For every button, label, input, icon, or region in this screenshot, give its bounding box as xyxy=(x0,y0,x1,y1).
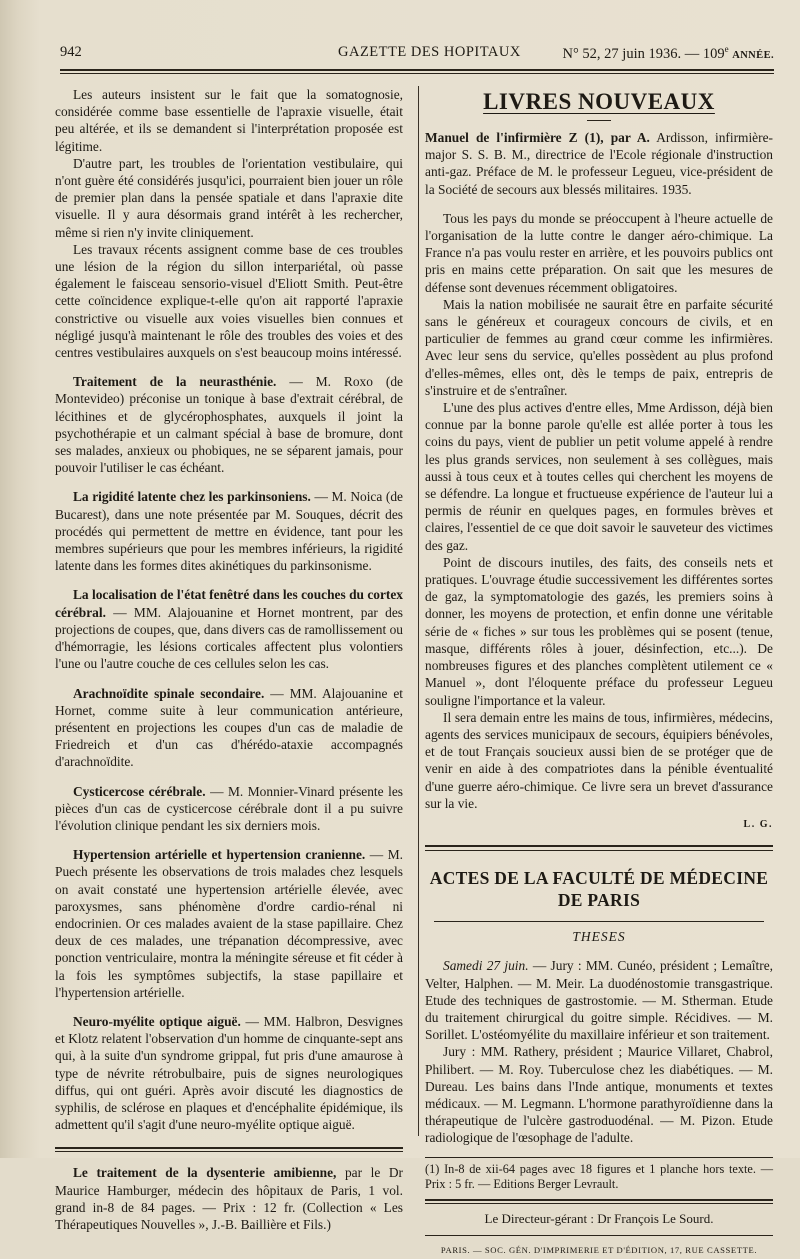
section-rule xyxy=(425,845,773,851)
section-rule xyxy=(55,1147,403,1152)
section-heading-actes: ACTES DE LA FACULTÉ DE MÉDECINE DE PARIS xyxy=(429,868,769,911)
director-line: Le Directeur-gérant : Dr François Le Sourd. xyxy=(484,1210,714,1226)
paragraph: Il sera demain entre les mains de tous, infirmières, médecins, agents des services municipaux de secours, équipiers bénévoles, et de tout Français soucieux aussi bien de se protéger que de venir en aide à des compatriotes dans la pénible éventualité d'une guerre aéro-chimique. Ce livre sera un brevet d'assurance sur la vie. xyxy=(425,709,773,811)
footnote: (1) In-8 de xii-64 pages avec 18 figures et 1 planche hors texte. — Prix : 5 fr. — Editions Berger Levrault. xyxy=(425,1161,773,1192)
header-rule xyxy=(60,69,774,71)
article-neurasthenie: Traitement de la neurasthénie. — M. Roxo (de Montevideo) préconise un tonique à base d'extrait cérébral, de lécithines et de glycérophosphates, auxquels il joint la psychothérapie et un calmant spécial à base de bromure, dont ses malades, anxieux ou phobiques, ne se séparent jamais, pour pouvoir l'utiliser le cas échéant. xyxy=(55,374,403,476)
paragraph: Mais la nation mobilisée ne saurait être en parfaite sécurité sans le généreux et courageux concours de civils, et en particulier de femmes au grand cœur comme les infirmières. Avec leur sens du service, qu'elles possèdent au plus profond d'elles-mêmes, elles ont, dès le temps de paix, entrepris de s'instruire et de s'entraîner. xyxy=(425,296,773,398)
paragraph: Les auteurs insistent sur le fait que la somatognosie, considérée comme base essentielle de l'apraxie visuelle, était peu altérée, et ils se demandent si l'interprétation proposée est légitime. xyxy=(55,87,403,154)
paragraph: L'une des plus actives d'entre elles, Mme Ardisson, déjà bien connue par la bonne parole qu'elle est allée porter à tous les coins du pays, vient de publier un petit volume appelé à rendre les plus grands services, non seulement à ses collègues, mais aussi à tous ceux et à toutes celles qui cherchent les moyens de se défendre. La longue et fructueuse expérience de l'auteur lui a permis de réunir en quelques pages, en formules brèves et claires, l'essentiel de ce que doit savoir le sauveteur des victimes des gaz. xyxy=(425,400,773,553)
section-heading-livres: LIVRES NOUVEAUX xyxy=(483,89,715,114)
theses-list-1: Samedi 27 juin. — Jury : MM. Cunéo, président ; Lemaître, Velter, Halphen. — M. Meir. La duodénostomie transgastrique. Etude des techniques de gastrostomie. — M. Stherman. Etude du traitement chirurgical du goitre simple. Récidives. — M. Sorillet. L'ostéomyélite du maxillaire inférieur et son traitement. xyxy=(425,958,774,1043)
heading-rule xyxy=(587,120,611,121)
article-localisation: La localisation de l'état fenêtré dans les couches du cortex cérébral. — MM. Alajouanine et Hornet montrent, par des projections de coupes, que, dans divers cas de ramollissement ou d'hémorragie, les lésions corticales affectent plus volontiers l'une ou l'autre couche de ces cellules selon les cas. xyxy=(55,587,403,672)
theses-list-2: Jury : MM. Rathery, président ; Maurice Villaret, Chabrol, Philibert. — M. Roy. Tuberculose chez les diabétiques. — M. Dureau. Les bains dans l'Inde antique, monuments et textes médicaux. — M. Legmann. L'hormone parathyroïdienne dans la thérapeutique de l'ulcère gastroduodénal. — M. Pizon. Etude radiologique de l'œsophage de l'adulte. xyxy=(425,1044,773,1146)
paragraph: D'autre part, les troubles de l'orientation vestibulaire, qui n'ont guère été considérés jusqu'ici, pourraient bien jouer un rôle de premier plan dans la pensée spatiale et dans l'apraxie dite visuelle. Il y aura désormais grand intérêt à les rechercher, même si rien n'y invite cliniquement. xyxy=(55,155,403,240)
article-arachnoidite: Arachnoïdite spinale secondaire. — MM. Alajouanine et Hornet, comme suite à leur communication antérieure, présentent en projections les coupes d'un cas de maladie de Friedreich et d'un cas d'hérédo-ataxie accompagnés d'arachnoïdite. xyxy=(55,685,404,770)
page-number: 942 xyxy=(60,44,82,60)
journal-title: GAZETTE DES HOPITAUX xyxy=(338,44,521,60)
paragraph: Les travaux récents assignent comme base de ces troubles une lésion de la région du sillon interpariétal, où passe également le faisceau sensorio-visuel d'Eliott Smith. Peut-être cette coïncidence explique-t-elle qu'on ait rapporté l'apraxie constrictive ou visuelle aux voies visuelles bien connues et négligé jusqu'à maintenant le rôle des troubles des voies et des centres vestibulaires auxquels on s'est beaucoup moins intéressé. xyxy=(55,241,403,361)
right-column xyxy=(425,86,773,1259)
column-divider xyxy=(418,86,419,1136)
issue-info: N° 52, 27 juin 1936. — 109e ANNÉE. xyxy=(562,44,774,62)
review-signature: L. G. xyxy=(743,818,773,830)
printer-imprint: PARIS. — SOC. GÉN. D'IMPRIMERIE ET D'ÉDITION, 17, RUE CASSETTE. xyxy=(440,1244,758,1255)
heading-rule xyxy=(434,921,764,922)
footnote-rule xyxy=(425,1157,773,1158)
article-hypertension: Hypertension artérielle et hypertension cranienne. — M. Puech présente les observations de trois malades chez lesquels on avait constaté une hypertension artérielle élevée, avec paroxysmes, sans phénomène d'ordre cardio-rénal ni endocrinien. Or ces malades avaient de la stase papillaire. Chez deux de ces malades, une trépanation décompressive, avec ponction ventriculaire, montra la méningite séreuse et fit céder à la fois les symptômes subjectifs, la stase papillaire et l'hypertension artérielle. xyxy=(55,847,403,1000)
footer-rule xyxy=(425,1199,773,1204)
paragraph: Tous les pays du monde se préoccupent à l'heure actuelle de l'organisation de la lutte contre le danger aéro-chimique. La France n'a pas voulu rester en arrière, et les pouvoirs publics ont pris en mains cette préparation. On sait que les mesures de défense sont devenues récemment obligatoires. xyxy=(425,210,773,295)
book-notice-dysenterie: Le traitement de la dysenterie amibienne, par le Dr Maurice Hamburger, médecin des hôpitaux de Paris, 1 vol. grand in-8 de 84 pages. — Prix : 12 fr. (Collection « Les Thérapeutiques Nouvelles », J.-B. Baillière et Fils.) xyxy=(55,1165,403,1232)
paragraph: Point de discours inutiles, des faits, des conseils nets et pratiques. L'ouvrage étudie successivement les différentes sortes de gaz, la symptomatologie des gazés, les premiers soins à donner, les moyens de protection, et enfin donne une véritable série de « fiches » sur tous les problèmes qui se posent (tenue, masque, différents rôles à jouer, désinfection, etc...). De nombreuses figures et des planches complètent utilement ce « Manuel », dont l'éloquente préface du professeur Legueu souligne l'importance et la valeur. xyxy=(425,554,773,708)
article-neuro-myelite: Neuro-myélite optique aiguë. — MM. Halbron, Desvignes et Klotz relatent l'observation d'un homme de cinquante-sept ans qui, à la suite d'un syndrome grippal, fut pris d'une amaurose à type de névrite rétrobulbaire, puis de signes neurologiques diffus, qui ont guéri. Après avoir discuté les diagnostics de syphilis, de sclérose en plaques et d'encéphalite épidémique, ils admettent qu'il s'agit d'une neuro-myélite optique aiguë. xyxy=(55,1013,403,1133)
header-rule-thin xyxy=(60,73,774,74)
left-column xyxy=(55,86,403,1233)
footer-rule-thin xyxy=(425,1235,773,1236)
book-title-manuel: Manuel de l'infirmière Z (1), par A. Ardisson, infirmière-major S. S. B. M., directrice de l'Ecole régionale d'instruction anti-gaz. Préface de M. le professeur Legueu, vice-président de la Société de secours aux blessés militaires. 1935. xyxy=(425,130,773,197)
article-cysticercose: Cysticercose cérébrale. — M. Monnier-Vinard présente les pièces d'un cas de cysticercose cérébrale dont il a pu suivre l'évolution clinique pendant les six derniers mois. xyxy=(55,783,403,833)
page-header xyxy=(60,44,774,66)
article-rigidite: La rigidité latente chez les parkinsoniens. — M. Noica (de Bucarest), dans une note présentée par M. Souques, décrit des procédés qui permettent de mettre en évidence, tant pour les membres supérieurs que pour les membres inférieurs, la rigidité latente dans les formes dites akinétiques du parkinsonisme. xyxy=(55,489,404,574)
subheading-theses: THESES xyxy=(572,929,626,945)
